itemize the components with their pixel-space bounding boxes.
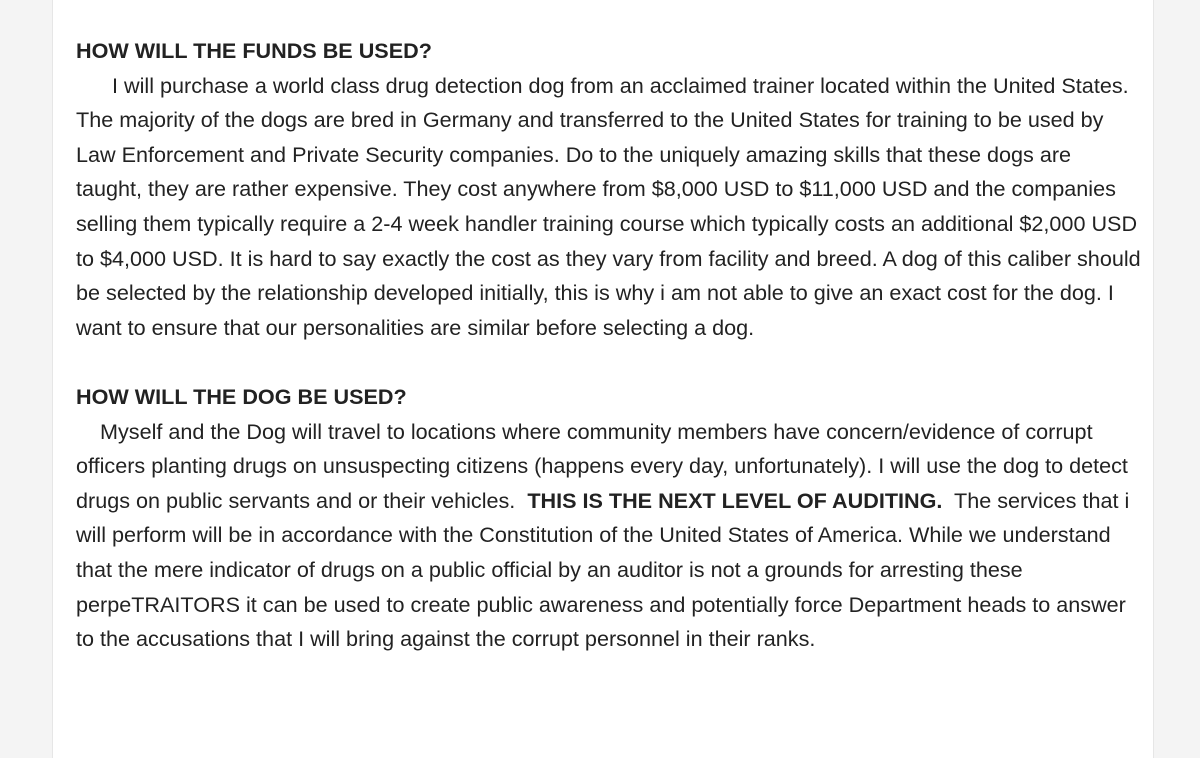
funds-paragraph [76,69,1141,346]
document-content [76,34,1141,657]
funds-body: I will purchase a world class drug detection dog from an acclaimed trainer located within the United States. The majority of the dogs are bred in Germany and transferred to the United States for training to be used by Law Enforcement and Private Security companies. Do to the uniquely amazing skills that these dogs are taught, they are rather expensive. They cost anywhere from $8,000 USD to $11,000 USD and the companies selling them typically require a 2-4 week handler training course which typically costs an additional $2,000 USD to $4,000 USD. It is hard to say exactly the cost as they vary from facility and breed. A dog of this caliber should be selected by the relationship developed initially, this is why i am not able to give an exact cost for the dog. I want to ensure that our personalities are similar before selecting a dog. [76,72,1141,340]
dog-body-after: The services that i will perform will be in accordance with the Constitution of the United States of America. While we understand that the mere indicator of drugs on a public official by an auditor is not a grounds for arresting these perpeTRAITORS it can be used to create public awareness and potentially force Department heads to answer to the accusations that I will bring against the corrupt personnel in their ranks. [76,487,1136,652]
section-spacer [76,345,1141,380]
funds-heading: HOW WILL THE FUNDS BE USED? [76,38,432,63]
funds-indent [76,73,112,98]
dog-heading: HOW WILL THE DOG BE USED? [76,383,407,409]
dog-body-emphasis: THIS IS THE NEXT LEVEL OF AUDITING. [527,487,943,513]
dog-indent [76,419,100,444]
dog-paragraph [76,415,1141,657]
document-page [52,0,1154,758]
dog-body-before: Myself and the Dog will travel to locations where community members have concern/evidence of corrupt officers planting drugs on unsuspecting citizens (happens every day, unfortunately). I will use the dog to detect drugs on public servants and or their vehicles. [76,418,1134,513]
